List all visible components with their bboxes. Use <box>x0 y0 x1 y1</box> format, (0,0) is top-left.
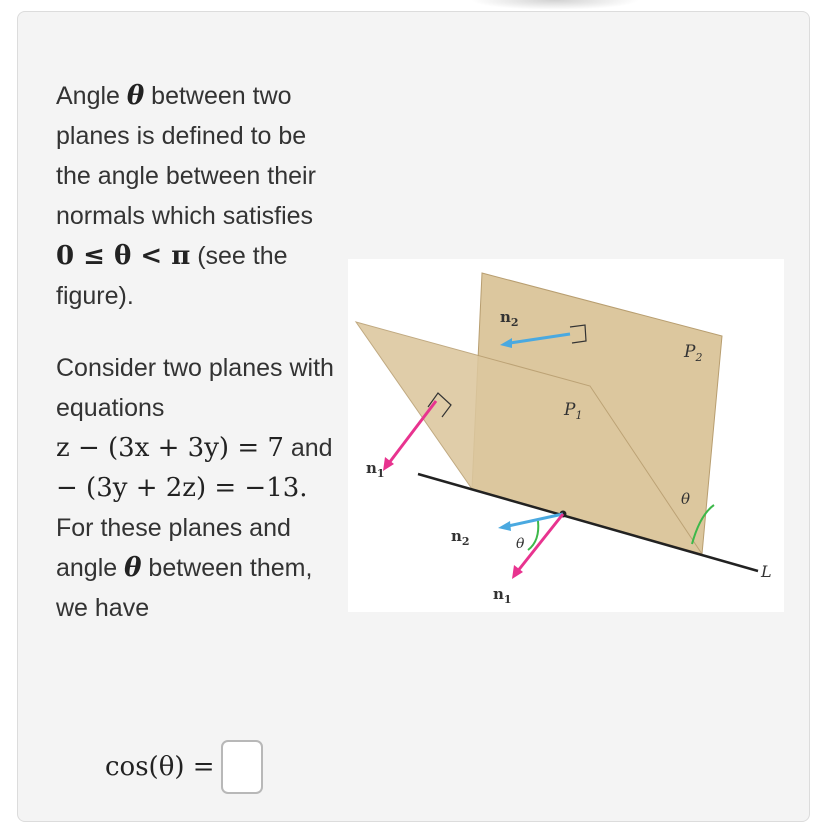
theta-symbol-2: θ <box>124 553 142 583</box>
label-line-l: L <box>761 562 772 581</box>
label-n1-bottom: $n_1$ <box>493 585 512 606</box>
planes-figure <box>348 259 784 612</box>
answer-row <box>105 737 263 797</box>
theta-symbol: θ <box>126 81 145 111</box>
equation-2: − (3y + 2z) = −13. <box>56 473 308 503</box>
planes-figure-svg <box>348 259 784 612</box>
problem-lead: Consider two planes with equations <box>56 354 334 422</box>
normal-n2-bottom-arrowhead <box>498 521 511 531</box>
intro-paragraph <box>56 76 346 316</box>
label-n2-bottom: $n_2$ <box>451 527 470 548</box>
intro-text-2: between two planes is defined to be the angle between their normals which satisfies <box>56 82 316 230</box>
problem-follow-2: between them, we have <box>56 554 313 622</box>
intro-text-1: Angle <box>56 82 127 110</box>
inequality: 0 ≤ θ < π <box>56 241 191 271</box>
label-p2: $P_2$ <box>684 342 703 364</box>
label-p1: $P_1$ <box>564 400 583 422</box>
label-n2-top: $n_2$ <box>500 308 519 329</box>
label-n1-left: $n_1$ <box>366 459 385 480</box>
problem-paragraph <box>56 348 346 628</box>
problem-joiner: and <box>283 434 333 462</box>
intro-text-3: (see the figure). <box>56 242 288 310</box>
answer-input-box[interactable] <box>221 740 263 794</box>
normal-n1-left-arrow <box>389 401 436 463</box>
label-theta-bottom: θ <box>516 536 525 552</box>
top-shadow <box>470 0 640 10</box>
answer-lhs: cos(θ) = <box>105 752 215 782</box>
label-theta-right: θ <box>681 490 691 508</box>
problem-follow-1: For these planes and angle <box>56 514 291 582</box>
equation-1: z − (3x + 3y) = 7 <box>56 433 284 463</box>
question-text <box>56 76 346 628</box>
